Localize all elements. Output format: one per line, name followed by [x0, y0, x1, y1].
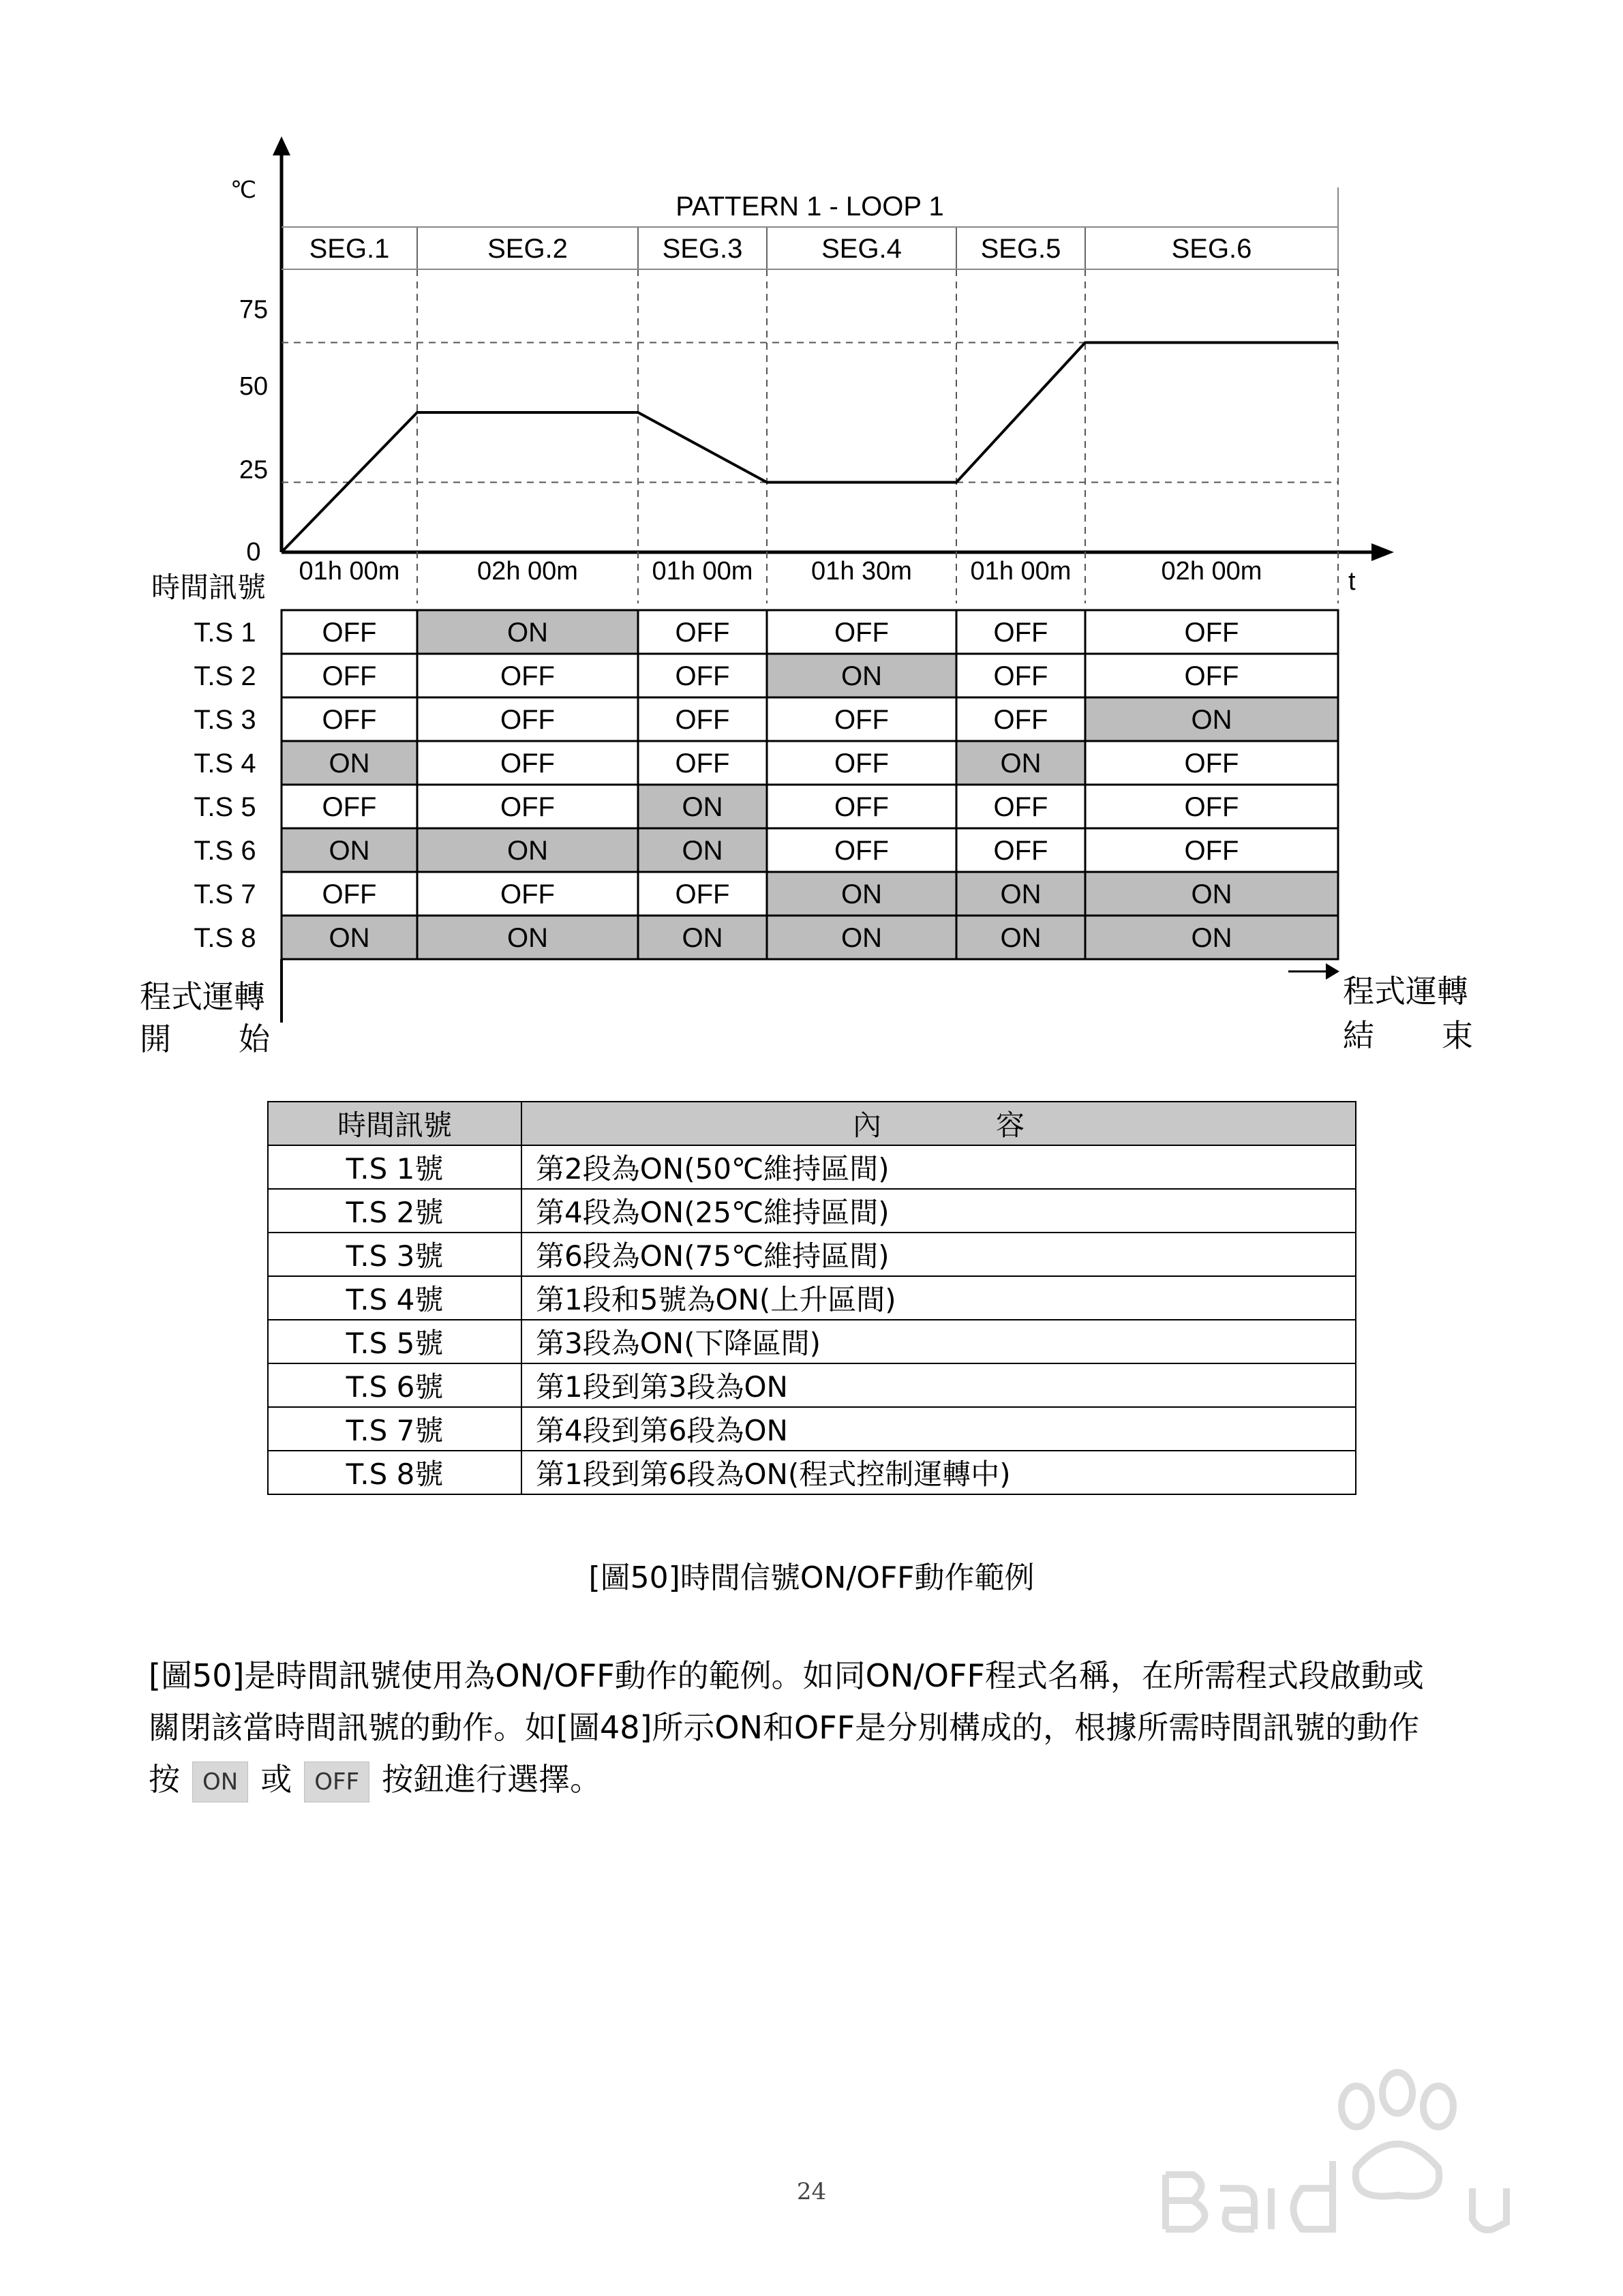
- paragraph-text-a: 按: [149, 1761, 180, 1798]
- signal-state-label: OFF: [675, 749, 730, 779]
- content-cell: 第1段到第3段為ON: [521, 1363, 1356, 1407]
- signal-state-label: OFF: [322, 705, 377, 735]
- signal-cell: T.S 8號: [268, 1451, 521, 1494]
- content-cell: 第1段到第6段為ON(程式控制運轉中): [521, 1451, 1356, 1494]
- unit-label: ℃: [230, 177, 257, 203]
- signal-row-label: T.S 1: [194, 618, 256, 648]
- signal-state-label: OFF: [1184, 749, 1239, 779]
- signal-state-label: OFF: [1184, 618, 1239, 648]
- signal-state-label: OFF: [500, 749, 555, 779]
- header-signal: 時間訊號: [268, 1102, 521, 1145]
- end-label: 程式運轉: [1343, 973, 1468, 1010]
- signal-state-label: OFF: [1184, 792, 1239, 822]
- content-cell: 第2段為ON(50℃維持區間): [521, 1145, 1356, 1189]
- segment-label: SEG.4: [821, 234, 902, 264]
- signal-state-label: ON: [507, 836, 548, 866]
- table-row: [268, 1276, 1356, 1320]
- signal-state-label: OFF: [675, 879, 730, 909]
- signal-state-label: ON: [329, 749, 370, 779]
- x-axis-arrow: [1371, 543, 1394, 561]
- signal-state-label: OFF: [834, 792, 889, 822]
- signal-cell: T.S 6號: [268, 1363, 521, 1407]
- signal-row-label: T.S 8: [194, 923, 256, 953]
- signal-state-label: ON: [1191, 705, 1232, 735]
- content-cell: 第6段為ON(75℃維持區間): [521, 1233, 1356, 1276]
- signal-state-label: OFF: [500, 661, 555, 691]
- pattern-title: PATTERN 1 - LOOP 1: [676, 192, 944, 222]
- duration-label: 01h 00m: [299, 557, 400, 586]
- signal-state-label: OFF: [1184, 836, 1239, 866]
- table-row: [268, 1233, 1356, 1276]
- duration-label: 01h 00m: [970, 557, 1072, 586]
- signal-state-label: OFF: [993, 661, 1048, 691]
- off-button[interactable]: OFF: [304, 1762, 369, 1802]
- signal-state-label: OFF: [675, 618, 730, 648]
- duration-label: 02h 00m: [1161, 557, 1262, 586]
- y-tick-label: 50: [239, 372, 269, 401]
- start-label-b: 始: [239, 1021, 270, 1057]
- signal-state-label: ON: [682, 792, 723, 822]
- signal-row-label: T.S 5: [194, 792, 256, 822]
- y-tick-label: 25: [239, 455, 269, 485]
- signal-cell: T.S 4號: [268, 1276, 521, 1320]
- page-number: 24: [796, 2178, 827, 2205]
- profile-line: [282, 343, 1338, 553]
- table-row: [268, 1451, 1356, 1494]
- end-marker-arrow: [1326, 963, 1339, 980]
- signal-state-label: OFF: [993, 792, 1048, 822]
- segment-header: [282, 187, 1338, 269]
- pattern-figure: [0, 0, 1623, 1091]
- segment-label: SEG.2: [487, 234, 568, 264]
- signal-state-label: OFF: [675, 661, 730, 691]
- segment-label: SEG.6: [1171, 234, 1252, 264]
- time-signal-grid: [194, 610, 1338, 959]
- temperature-profile: [282, 343, 1338, 553]
- signal-row-label: T.S 7: [194, 879, 256, 909]
- signal-state-label: OFF: [993, 836, 1048, 866]
- signal-state-label: OFF: [500, 792, 555, 822]
- duration-label: 01h 00m: [652, 557, 753, 586]
- signal-state-label: OFF: [834, 705, 889, 735]
- signal-state-label: OFF: [500, 705, 555, 735]
- paragraph-line-1: [圖50]是時間訊號使用為ON/OFF動作的範例。如同ON/OFF程式名稱，在所需程式段啟動或: [149, 1657, 1424, 1694]
- signal-state-label: OFF: [834, 618, 889, 648]
- signal-row-label: T.S 6: [194, 836, 256, 866]
- duration-label: 02h 00m: [477, 557, 578, 586]
- content-cell: 第3段為ON(下降區間): [521, 1320, 1356, 1363]
- signal-state-label: OFF: [322, 618, 377, 648]
- signal-state-label: ON: [682, 923, 723, 953]
- signal-state-label: ON: [1191, 879, 1232, 909]
- signal-cell: T.S 5號: [268, 1320, 521, 1363]
- on-button[interactable]: ON: [192, 1762, 248, 1802]
- signal-state-label: OFF: [993, 705, 1048, 735]
- time-signal-table: [267, 1101, 1356, 1495]
- chart-grid: [282, 227, 1338, 603]
- table-row: [268, 1363, 1356, 1407]
- paragraph-line-3: [149, 1753, 1498, 1805]
- signal-state-label: ON: [841, 661, 882, 691]
- signal-state-label: ON: [507, 618, 548, 648]
- signal-row-label: T.S 2: [194, 661, 256, 691]
- y-tick-label: 75: [239, 295, 269, 324]
- y-tick-label: 0: [246, 538, 261, 567]
- table-row: [268, 1407, 1356, 1451]
- signal-state-label: ON: [507, 923, 548, 953]
- table-header-row: [268, 1102, 1356, 1145]
- header-content: 內 容: [521, 1102, 1356, 1145]
- table-row: [268, 1320, 1356, 1363]
- signal-state-label: ON: [841, 879, 882, 909]
- content-cell: 第1段和5號為ON(上升區間): [521, 1276, 1356, 1320]
- signal-cell: T.S 7號: [268, 1407, 521, 1451]
- signal-state-label: OFF: [834, 749, 889, 779]
- table-row: [268, 1189, 1356, 1233]
- paragraph-text-c: 按鈕進行選擇。: [382, 1761, 602, 1798]
- signal-cell: T.S 3號: [268, 1233, 521, 1276]
- signal-row-label: T.S 4: [194, 749, 256, 779]
- signal-cell: T.S 1號: [268, 1145, 521, 1189]
- start-label: 程式運轉: [140, 978, 265, 1015]
- signal-state-label: ON: [1000, 923, 1042, 953]
- content-cell: 第4段為ON(25℃維持區間): [521, 1189, 1356, 1233]
- signal-state-label: OFF: [834, 836, 889, 866]
- signal-state-label: ON: [1000, 749, 1042, 779]
- signal-state-label: ON: [329, 923, 370, 953]
- signal-state-label: ON: [1191, 923, 1232, 953]
- segment-label: SEG.3: [662, 234, 743, 264]
- end-label-b: 束: [1442, 1017, 1473, 1054]
- signal-state-label: ON: [329, 836, 370, 866]
- signal-state-label: OFF: [993, 618, 1048, 648]
- y-axis-arrow: [273, 136, 290, 155]
- baidu-watermark-logo: [1152, 2066, 1561, 2256]
- signal-state-label: ON: [1000, 879, 1042, 909]
- signal-state-label: ON: [682, 836, 723, 866]
- figure-caption: [圖50]時間信號ON/OFF動作範例: [588, 1560, 1035, 1595]
- table-row: [268, 1145, 1356, 1189]
- segment-label: SEG.1: [309, 234, 390, 264]
- signal-state-label: OFF: [322, 661, 377, 691]
- body-paragraph: [149, 1650, 1498, 1805]
- t-axis-label: t: [1348, 567, 1356, 596]
- start-label-a: 開: [140, 1021, 171, 1057]
- signal-state-label: ON: [841, 923, 882, 953]
- duration-label: 01h 30m: [811, 557, 912, 586]
- content-cell: 第4段到第6段為ON: [521, 1407, 1356, 1451]
- signal-state-label: OFF: [1184, 661, 1239, 691]
- signal-state-label: OFF: [675, 705, 730, 735]
- signal-cell: T.S 2號: [268, 1189, 521, 1233]
- paragraph-text-b: 或: [260, 1761, 292, 1798]
- signal-state-label: OFF: [322, 792, 377, 822]
- paragraph-line-2: 關閉該當時間訊號的動作。如[圖48]所示ON和OFF是分別構成的，根據所需時間訊號的動作: [149, 1709, 1420, 1746]
- signal-row-label: T.S 3: [194, 705, 256, 735]
- time-signal-label: 時間訊號: [151, 571, 267, 604]
- segment-label: SEG.5: [980, 234, 1061, 264]
- end-label-a: 結: [1343, 1017, 1374, 1054]
- signal-state-label: OFF: [500, 879, 555, 909]
- signal-state-label: OFF: [322, 879, 377, 909]
